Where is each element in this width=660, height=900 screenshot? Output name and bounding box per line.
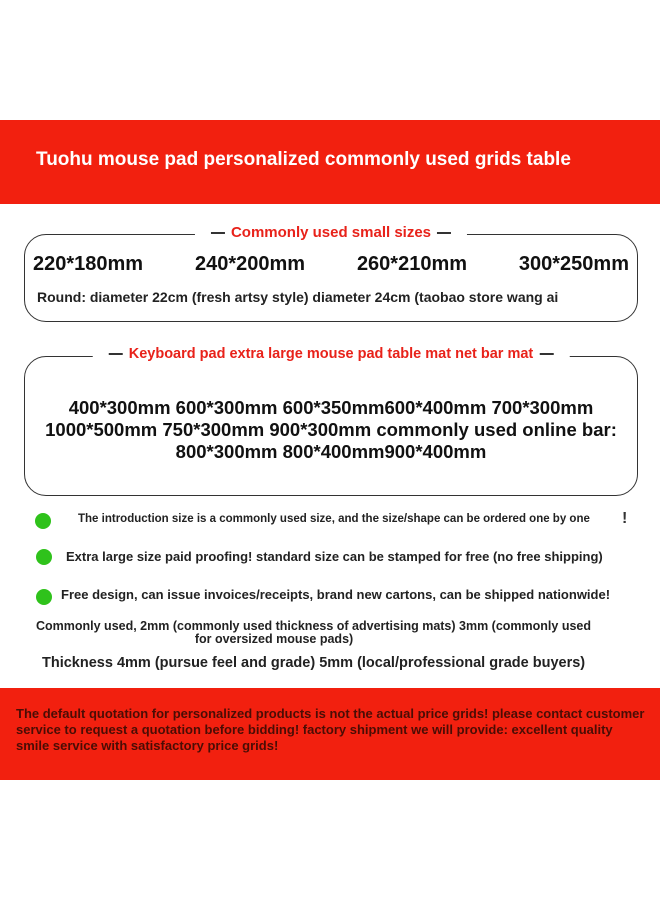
round-sizes-text: Round: diameter 22cm (fresh artsy style) diameter 24cm (taobao store wang ai bbox=[37, 289, 559, 305]
footer-banner bbox=[0, 688, 660, 780]
page-title: Tuohu mouse pad personalized commonly used grids table bbox=[36, 149, 571, 170]
size-item: 300*250mm bbox=[518, 253, 629, 275]
heading-dash-right bbox=[539, 353, 553, 355]
size-item: 220*180mm bbox=[33, 253, 144, 275]
thickness-premium-note: Thickness 4mm (pursue feel and grade) 5mm (local/professional grade buyers) bbox=[42, 655, 586, 671]
heading-dash-right bbox=[437, 232, 451, 234]
intro-exclamation: ! bbox=[622, 510, 628, 527]
green-bullet-icon bbox=[35, 513, 51, 529]
header-banner bbox=[0, 120, 660, 204]
design-note: Free design, can issue invoices/receipts, brand new cartons, can be shipped nationwide! bbox=[61, 587, 611, 602]
thickness-common-line1: Commonly used, 2mm (commonly used thickness of advertising mats) 3mm (commonly used bbox=[36, 619, 591, 633]
green-bullet-icon bbox=[36, 549, 52, 565]
heading-dash-left bbox=[211, 232, 225, 234]
small-sizes-label: Commonly used small sizes bbox=[230, 224, 432, 241]
small-sizes-row bbox=[33, 253, 629, 276]
large-sizes-heading bbox=[93, 346, 570, 362]
small-sizes-box bbox=[24, 224, 638, 322]
large-sizes-text: 400*300mm 600*300mm 600*350mm600*400mm 700*300mm 1000*500mm 750*300mm 900*300mm commonly used online bar: 800*300mm 800*400mm900*400mm bbox=[45, 397, 617, 462]
size-item: 240*200mm bbox=[194, 253, 306, 275]
thickness-common-note bbox=[36, 620, 632, 646]
green-bullet-icon bbox=[36, 589, 52, 605]
heading-dash-left bbox=[109, 353, 123, 355]
intro-note: The introduction size is a commonly used size, and the size/shape can be ordered one by one bbox=[78, 513, 590, 525]
proofing-note: Extra large size paid proofing! standard size can be stamped for free (no free shipping) bbox=[66, 549, 603, 564]
large-sizes-label: Keyboard pad extra large mouse pad table mat net bar mat bbox=[128, 346, 534, 362]
small-sizes-heading bbox=[195, 224, 467, 241]
disclaimer-text: The default quotation for personalized products is not the actual price grids! please contact customer service to request a quotation before bidding! factory shipment we will provide: excellent quality smile service with satisfactory price grids! bbox=[16, 706, 645, 753]
size-item: 260*210mm bbox=[356, 253, 468, 275]
thickness-common-line2: for oversized mouse pads) bbox=[194, 632, 354, 646]
large-sizes-box bbox=[24, 346, 638, 496]
